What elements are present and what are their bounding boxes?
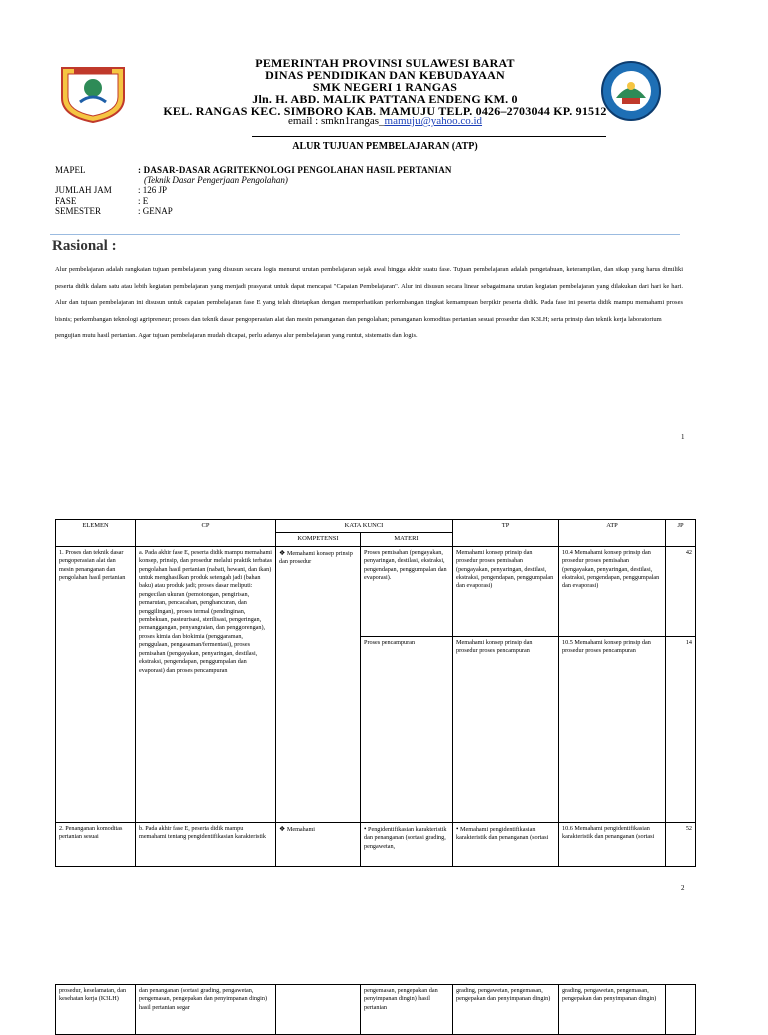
cell-elemen: prosedur, keselamatan, dan kesehatan kerja (K3LH) (56, 985, 136, 1035)
cell-materi: Proses pemisahan (pengayakan, penyaringan, destilasi, ekstraksi, pengendapan, penggumpalan dan evaporasi). (361, 546, 453, 636)
header-kata-kunci: KATA KUNCI (276, 520, 453, 533)
jam-label: JUMLAH JAM (55, 185, 112, 195)
cell-tp: Memahami konsep prinsip dan prosedur proses pemisahan (pengayakan, penyaringan, destilasi, ekstraksi, pengendapan, penggumpalan dan evaporasi) (453, 546, 559, 636)
cell-cp: b. Pada akhir fase E, peserta didik mampu memahami tentang pengidentifikasian karakteristik (136, 822, 276, 866)
document-title: ALUR TUJUAN PEMBELAJARAN (ATP) (292, 141, 478, 152)
table-row (56, 546, 696, 636)
cell-atp: grading, pengawetan, pengemasan, pengepakan dan penyimpanan dingin) (559, 985, 666, 1035)
page-number-1: 1 (681, 433, 685, 441)
mapel-value: : DASAR-DASAR AGRITEKNOLOGI PENGOLAHAN HASIL PERTANIAN (138, 165, 452, 175)
semester-value: : GENAP (138, 206, 173, 216)
cell-atp: 10.6 Memahami pengidentifikasian karakteristik dan penanganan (sortasi (559, 822, 666, 866)
header-atp: ATP (559, 520, 666, 547)
header-line-3: SMK NEGERI 1 RANGAS (312, 80, 458, 94)
table-header-row (56, 520, 696, 533)
cell-jp: 14 (666, 636, 696, 822)
cell-jp (666, 985, 696, 1035)
jam-value: : 126 JP (138, 185, 168, 195)
cell-tp (453, 822, 559, 866)
header-line-4: Jln. H. ABD. MALIK PATTANA ENDENG KM. 0 (252, 92, 518, 106)
mapel-label: MAPEL (55, 165, 86, 175)
cell-jp: 52 (666, 822, 696, 866)
table-row (56, 985, 696, 1035)
fase-label: FASE (55, 196, 77, 206)
diamond-arrow-icon: ❖ (279, 548, 286, 557)
header-line-2: DINAS PENDIDIKAN DAN KEBUDAYAAN (265, 68, 505, 82)
bullet-icon: • (364, 824, 367, 833)
diamond-arrow-icon: ❖ (279, 824, 286, 833)
left-logo (58, 64, 128, 124)
cell-elemen: 2. Penanganan komoditas pertanian sesuai (56, 822, 136, 866)
cell-kompetensi (276, 546, 361, 822)
header-jp: JP (666, 520, 696, 547)
cell-tp: grading, pengawetan, pengemasan, pengepakan dan penyimpanan dingin) (453, 985, 559, 1035)
header-line-1: PEMERINTAH PROVINSI SULAWESI BARAT (255, 56, 515, 70)
cell-elemen: 1. Proses dan teknik dasar pengoperasian alat dan mesin penanganan dan pengolahan hasil pertanian (56, 546, 136, 822)
cell-cp: dan penanganan (sortasi grading, pengawetan, pengemasan, pengepakan dan penyimpanan dingin) hasil pertanian segar (136, 985, 276, 1035)
page-number-2: 2 (681, 884, 685, 892)
atp-table-continued (55, 984, 696, 1035)
header-tp: TP (453, 520, 559, 547)
cell-tp-text: Memahami pengidentifikasian karakteristik dan penanganan (sortasi (456, 825, 549, 842)
cell-kompetensi (276, 822, 361, 866)
email-line (130, 115, 640, 127)
header-cp: CP (136, 520, 276, 547)
section-rule (50, 234, 680, 235)
cell-tp: Memahami konsep prinsip dan prosedur proses pencampuran (453, 636, 559, 822)
header-materi: MATERI (361, 533, 453, 546)
email-link[interactable]: mamuju@yahoo.co.id (384, 115, 483, 127)
rasional-paragraph (55, 262, 683, 345)
cell-materi: pengemasan, pengepakan dan penyimpanan dingin) hasil pertanian (361, 985, 453, 1035)
rasional-text-1: Alur pembelajaran adalah rangkaian tujuan pembelajaran yang disusun secara logis menurut urutan pembelajaran sejak awal hingga akhir suatu fase. Tujuan pembelajaran adalah pengetahuan, keterampilan, dan sikap yang harus dimiliki peserta didik dalam satu atau lebih kegiatan pembelajaran yang menjadi prasyarat untuk dapat mencapai "Capaian Pembelajaran". Alur ini disusun secara linear sebagaimana urutan kegiatan pembelajaran yang dilakukan dari hari ke hari. Alur dan tujuan pembelajaran ini disusun untuk capaian pembelajaran fase E yang telah ditetapkan dengan memperhatikan perkembangan tingkat kemampuan berpikir peserta didik. Pada fase ini peserta didik mampu memahami proses bisnis; perkembangan teknologi agripreneur; proses dan teknik dasar pengoperasian alat dan mesin penanganan dan pengolahan; penanganan komoditas pertanian sesuai prosedur dan K3LH; serta prinsip dan teknik kerja laboratorium (55, 266, 683, 323)
cell-atp: 10.4 Memahami konsep prinsip dan prosedur proses pemisahan (pengayakan, penyaringan, destilasi, ekstraksi, pengendapan, penggumpalan dan evaporasi) (559, 546, 666, 636)
cell-materi: Proses pencampuran (361, 636, 453, 822)
bullet-icon: • (456, 824, 459, 833)
fase-value: : E (138, 196, 149, 206)
cell-jp: 42 (666, 546, 696, 636)
header-kompetensi: KOMPETENSI (276, 533, 361, 546)
cell-materi-text: Pengidentifikasian karakteristik dan penanganan (sortasi grading, pengawetan, (364, 825, 447, 850)
semester-label: SEMESTER (55, 206, 102, 216)
header-elemen: ELEMEN (56, 520, 136, 547)
cell-kompetensi (276, 985, 361, 1035)
atp-table (55, 519, 696, 867)
cell-kompetensi-text: Memahami konsep prinsip dan prosedur (279, 549, 353, 566)
table-row (56, 822, 696, 866)
header-divider (252, 136, 606, 137)
cell-materi (361, 822, 453, 866)
header-line-5: KEL. RANGAS KEC. SIMBORO KAB. MAMUJU TELP. 0426–2703044 KP. 91512 (163, 104, 607, 118)
mapel-sub: (Teknik Dasar Pengerjaan Pengolahan) (144, 175, 288, 185)
rasional-text-2: pengujian mutu hasil pertanian. Agar tujuan pembelajaran mudah dicapai, perlu adanya alur pembelajaran yang runtut, sistematis dan logis. (55, 332, 418, 339)
cell-kompetensi-text: Memahami (286, 825, 316, 833)
rasional-heading: Rasional : (52, 238, 117, 254)
cell-atp: 10.5 Memahami konsep prinsip dan prosedur proses pencampuran (559, 636, 666, 822)
cell-cp: a. Pada akhir fase E, peserta didik mampu memahami konsep, prinsip, dan prosedur melalui praktik terbatas pengolahan hasil pertanian (nabati, hewani, dan ikan) untuk menghasilkan produk setengah jadi (bahan baku) atau produk jadi; proses dasar meliputi: pengecilan ukuran (pemotongan, pengirisan, pemarutan, pencacahan, penghancuran, dan penggilingan), proses termal (pendinginan, pembekuan, pasteurisasi, sterilisasi, pengeringan, pemanggangan, penyangraian, dan penggorengan), proses kimia dan biokimia (penggaraman, penggulaan, pengasaman/fermentasi), proses pemisahan (pengayakan, penyaringan, destilasi, ekstraksi, pengendapan, penggumpalan dan evaporasi) dan proses pencampuran (136, 546, 276, 822)
email-prefix: email : smkn1rangas_ (287, 115, 385, 127)
